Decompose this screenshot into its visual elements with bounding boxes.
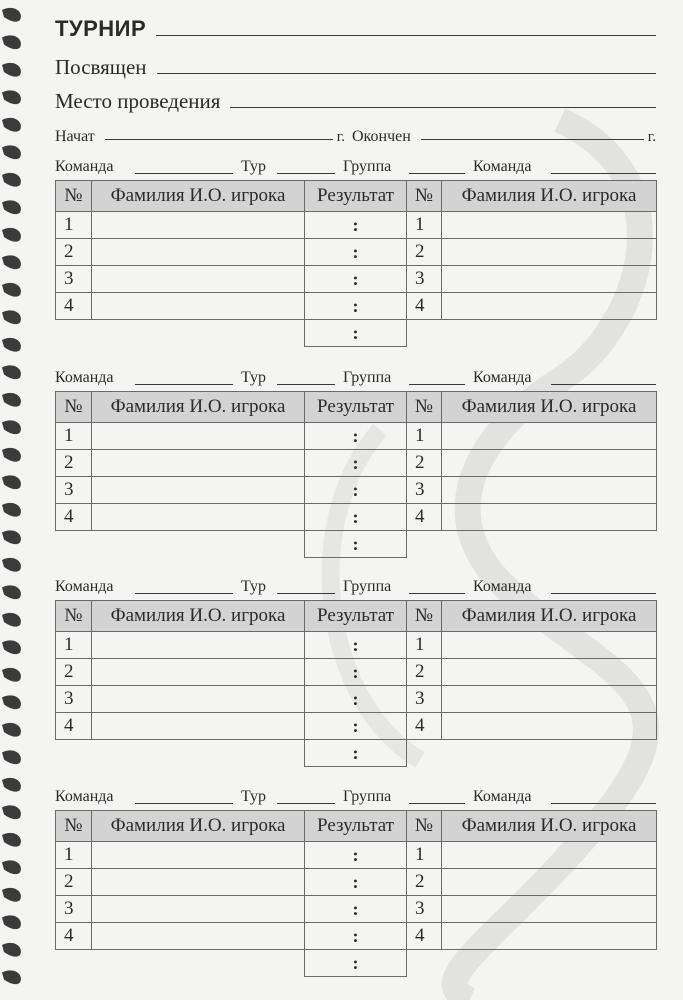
started-label: Начат [55,128,95,145]
row-num-b: 4 [407,293,442,320]
player-b-cell[interactable] [442,842,657,869]
col-name-b: Фамилия И.О. игрока [442,392,657,423]
spiral-coil [2,90,21,104]
row-num-a: 2 [56,450,92,477]
row-num-a: 4 [56,293,92,320]
row-num-b: 4 [407,713,442,740]
team-b-label: Команда [473,369,532,386]
team-a-line[interactable] [135,384,233,385]
player-a-cell[interactable] [92,842,305,869]
player-b-cell[interactable] [442,504,657,531]
match-meta-row [55,367,656,389]
player-b-cell[interactable] [442,869,657,896]
result-cell[interactable]: : [305,923,407,950]
col-num-b: № [407,392,442,423]
team-b-line[interactable] [551,384,656,385]
player-b-cell[interactable] [442,923,657,950]
row-num-a: 2 [56,239,92,266]
round-line[interactable] [277,593,335,594]
player-a-cell[interactable] [92,266,305,293]
spiral-coil [2,805,21,819]
tournament-row [55,12,656,42]
table-row [56,869,657,896]
spiral-coil [2,503,21,517]
started-row [55,122,345,146]
row-num-b: 2 [407,869,442,896]
ended-year-suffix: г. [647,129,656,145]
player-a-cell[interactable] [92,504,305,531]
row-num-b: 3 [407,686,442,713]
match-block [55,786,656,973]
spiral-coil [2,695,21,709]
spiral-coil [2,970,21,984]
result-cell[interactable]: : [305,632,407,659]
table-row [56,686,657,713]
table-header-row [56,181,657,212]
player-b-cell[interactable] [442,686,657,713]
col-num-b: № [407,181,442,212]
row-num-a: 4 [56,504,92,531]
spiral-coil [2,668,21,682]
player-b-cell[interactable] [442,266,657,293]
spiral-coil [2,640,21,654]
table-row [56,842,657,869]
venue-row [55,86,656,114]
spiral-coil [2,558,21,572]
spiral-coil [2,283,21,297]
col-name-b: Фамилия И.О. игрока [442,601,657,632]
team-b-line[interactable] [551,803,656,804]
table-row [56,477,657,504]
row-num-b: 2 [407,659,442,686]
table-row [56,212,657,239]
spiral-coil [2,35,21,49]
row-num-b: 1 [407,842,442,869]
player-a-cell[interactable] [92,239,305,266]
tournament-name-line[interactable] [156,35,656,36]
match-block [55,576,656,763]
col-result: Результат [305,181,407,212]
player-a-cell[interactable] [92,686,305,713]
col-result: Результат [305,392,407,423]
group-line[interactable] [409,803,465,804]
spiral-coil [2,613,21,627]
row-num-b: 3 [407,266,442,293]
result-cell[interactable]: : [305,239,407,266]
result-cell[interactable]: : [305,266,407,293]
team-a-line[interactable] [135,173,233,174]
ended-line[interactable] [421,139,644,140]
spiral-coil [2,310,21,324]
match-block [55,156,656,343]
group-label: Группа [343,788,392,805]
player-a-cell[interactable] [92,293,305,320]
result-cell[interactable]: : [305,686,407,713]
match-meta-row [55,786,656,808]
round-line[interactable] [277,803,335,804]
round-label: Тур [241,158,266,175]
spiral-coil [2,833,21,847]
team-a-label: Команда [55,788,114,805]
group-line[interactable] [409,173,465,174]
team-a-line[interactable] [135,803,233,804]
table-row [56,266,657,293]
col-num-b: № [407,601,442,632]
round-line[interactable] [277,173,335,174]
total-result-cell[interactable]: : [305,740,407,767]
col-name-b: Фамилия И.О. игрока [442,811,657,842]
player-a-cell[interactable] [92,212,305,239]
table-row [56,923,657,950]
dedicated-row [55,52,656,80]
player-a-cell[interactable] [92,477,305,504]
col-num-a: № [56,601,92,632]
spiral-coil [2,723,21,737]
col-num-b: № [407,811,442,842]
result-cell[interactable]: : [305,713,407,740]
team-a-label: Команда [55,369,114,386]
team-a-label: Команда [55,578,114,595]
players-table [55,600,657,767]
result-cell[interactable]: : [305,477,407,504]
result-cell[interactable]: : [305,896,407,923]
team-b-line[interactable] [551,173,656,174]
round-line[interactable] [277,384,335,385]
venue-label: Место проведения [55,89,221,113]
players-table [55,180,657,347]
total-result-cell[interactable]: : [305,950,407,977]
spiral-coil [2,255,21,269]
total-result-cell[interactable]: : [305,531,407,558]
round-label: Тур [241,788,266,805]
table-header-row [56,601,657,632]
team-b-line[interactable] [551,593,656,594]
player-b-cell[interactable] [442,450,657,477]
row-num-a: 4 [56,713,92,740]
table-row [56,450,657,477]
col-name-b: Фамилия И.О. игрока [442,181,657,212]
row-num-a: 2 [56,659,92,686]
table-row [56,423,657,450]
row-num-a: 4 [56,923,92,950]
player-a-cell[interactable] [92,659,305,686]
match-block [55,367,656,554]
spiral-coil [2,63,21,77]
player-b-cell[interactable] [442,896,657,923]
col-name-a: Фамилия И.О. игрока [92,392,305,423]
venue-line[interactable] [230,107,656,108]
row-num-b: 4 [407,923,442,950]
col-num-a: № [56,811,92,842]
total-result-cell[interactable]: : [305,320,407,347]
player-a-cell[interactable] [92,923,305,950]
player-a-cell[interactable] [92,423,305,450]
team-b-label: Команда [473,158,532,175]
row-num-b: 1 [407,423,442,450]
group-label: Группа [343,369,392,386]
row-num-a: 3 [56,896,92,923]
row-num-b: 4 [407,504,442,531]
player-b-cell[interactable] [442,477,657,504]
col-num-a: № [56,392,92,423]
row-num-b: 1 [407,212,442,239]
spiral-coil [2,448,21,462]
spiral-coil [2,228,21,242]
result-cell[interactable]: : [305,423,407,450]
player-b-cell[interactable] [442,713,657,740]
team-a-label: Команда [55,158,114,175]
spiral-coil [2,778,21,792]
spiral-coil [2,393,21,407]
result-cell[interactable]: : [305,869,407,896]
row-num-a: 1 [56,212,92,239]
spiral-coil [2,365,21,379]
table-row [56,504,657,531]
group-line[interactable] [409,593,465,594]
match-meta-row [55,156,656,178]
table-row [56,293,657,320]
spiral-coil [2,118,21,132]
total-row [56,320,657,347]
total-row [56,531,657,558]
round-label: Тур [241,578,266,595]
ended-label: Окончен [352,128,411,145]
row-num-a: 1 [56,632,92,659]
player-b-cell[interactable] [442,632,657,659]
page-title: ТУРНИР [55,16,147,41]
team-b-label: Команда [473,578,532,595]
player-a-cell[interactable] [92,713,305,740]
total-row [56,950,657,977]
row-num-a: 2 [56,869,92,896]
spiral-coil [2,943,21,957]
player-a-cell[interactable] [92,896,305,923]
result-cell[interactable]: : [305,293,407,320]
table-row [56,713,657,740]
player-b-cell[interactable] [442,659,657,686]
started-line[interactable] [105,139,333,140]
result-cell[interactable]: : [305,842,407,869]
players-table [55,810,657,977]
player-b-cell[interactable] [442,423,657,450]
spiral-coil [2,8,21,22]
spiral-coil [2,530,21,544]
col-name-a: Фамилия И.О. игрока [92,811,305,842]
row-num-a: 3 [56,686,92,713]
spiral-coil [2,200,21,214]
round-label: Тур [241,369,266,386]
player-b-cell[interactable] [442,293,657,320]
spiral-coil [2,338,21,352]
row-num-a: 1 [56,842,92,869]
col-name-a: Фамилия И.О. игрока [92,601,305,632]
team-a-line[interactable] [135,593,233,594]
table-header-row [56,392,657,423]
spiral-coil [2,475,21,489]
spiral-coil [2,915,21,929]
group-label: Группа [343,158,392,175]
result-cell[interactable]: : [305,212,407,239]
table-row [56,632,657,659]
col-name-a: Фамилия И.О. игрока [92,181,305,212]
player-a-cell[interactable] [92,632,305,659]
group-label: Группа [343,578,392,595]
total-row [56,740,657,767]
group-line[interactable] [409,384,465,385]
player-a-cell[interactable] [92,869,305,896]
spiral-coil [2,750,21,764]
spiral-coil [2,145,21,159]
match-meta-row [55,576,656,598]
player-a-cell[interactable] [92,450,305,477]
row-num-b: 3 [407,896,442,923]
row-num-b: 1 [407,632,442,659]
row-num-a: 1 [56,423,92,450]
result-cell[interactable]: : [305,659,407,686]
spiral-coil [2,173,21,187]
ended-row [352,122,656,146]
col-result: Результат [305,601,407,632]
row-num-b: 3 [407,477,442,504]
result-cell[interactable]: : [305,504,407,531]
spiral-coil [2,888,21,902]
table-row [56,896,657,923]
player-b-cell[interactable] [442,239,657,266]
col-num-a: № [56,181,92,212]
spiral-coil [2,585,21,599]
spiral-coil [2,420,21,434]
row-num-a: 3 [56,266,92,293]
row-num-b: 2 [407,239,442,266]
started-year-suffix: г. [336,129,345,145]
table-row [56,659,657,686]
team-b-label: Команда [473,788,532,805]
col-result: Результат [305,811,407,842]
result-cell[interactable]: : [305,450,407,477]
row-num-a: 3 [56,477,92,504]
row-num-b: 2 [407,450,442,477]
dedicated-label: Посвящен [55,55,147,79]
player-b-cell[interactable] [442,212,657,239]
spiral-binding [0,0,28,1000]
dedicated-line[interactable] [157,73,656,74]
table-row [56,239,657,266]
spiral-coil [2,860,21,874]
players-table [55,391,657,558]
table-header-row [56,811,657,842]
